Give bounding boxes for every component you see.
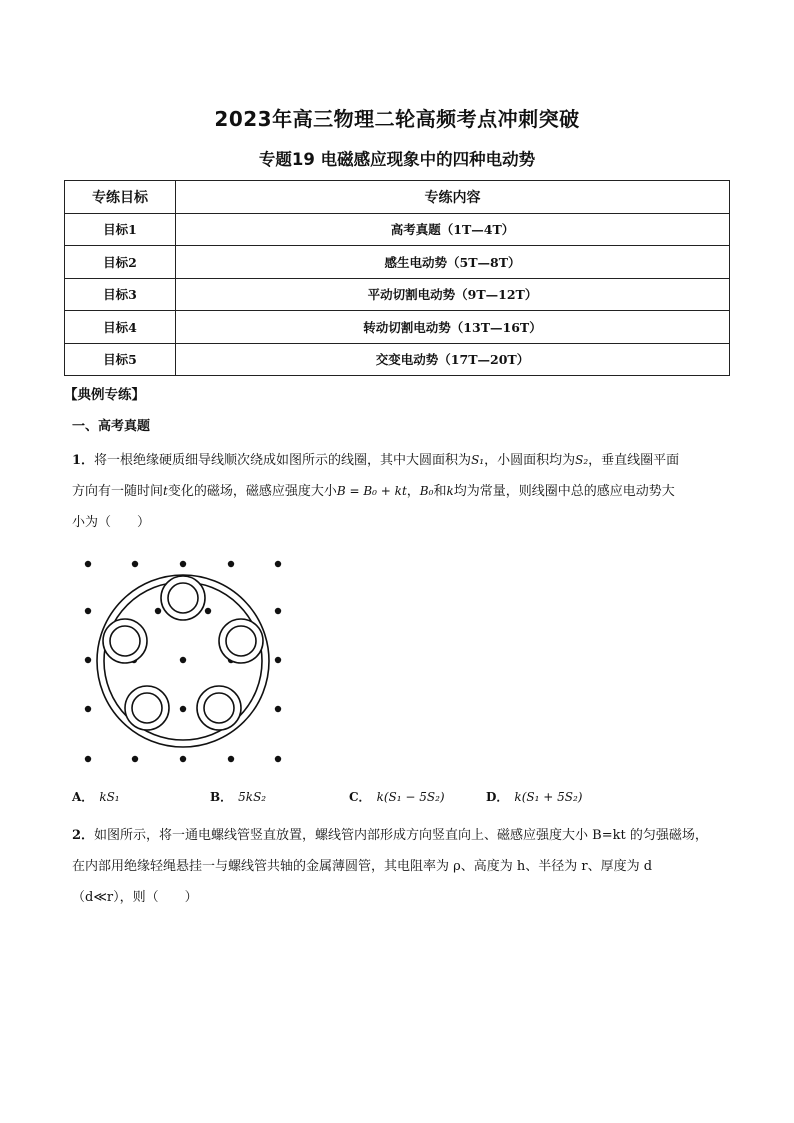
q1-text-c: ，垂直线圈平面: [588, 453, 680, 468]
q1-text-a: 将一根绝缘硬质细导线顺次绕成如图所示的线圈，其中大圆面积为: [94, 453, 472, 468]
question-1-text: [72, 445, 732, 538]
q2-line-2: 在内部用绝缘轻绳悬挂一与螺线管共轴的金属薄圆管，其电阻率为 ρ、高度为 h、半径为 r、厚度为 d: [72, 859, 653, 874]
symbol-k: k: [446, 484, 454, 498]
table-cell-goal: 目标1: [65, 213, 176, 246]
symbol-b0: B₀: [419, 484, 434, 498]
q1-text-f: ，: [406, 484, 420, 499]
q1-text-e: 变化的磁场，磁感应强度大小: [167, 484, 337, 499]
table-row: [65, 246, 730, 279]
goals-table: [64, 180, 730, 376]
option-a[interactable]: A． kS₁: [72, 790, 120, 804]
symbol-s1: S₁: [471, 453, 485, 467]
answer-options: [72, 788, 732, 810]
q2-line-1: 如图所示，将一通电螺线管竖直放置，螺线管内部形成方向竖直向上、磁感应强度大小 B=kt 的匀强磁场，: [94, 828, 708, 843]
table-row: [65, 213, 730, 246]
option-c[interactable]: C． k(S₁ − 5S₂): [349, 790, 445, 804]
table-cell-content: 平动切割电动势（9T—12T）: [176, 278, 730, 311]
section-heading: 【典例专练】: [64, 387, 145, 403]
question-number: 2．: [72, 828, 95, 843]
question-2-text: [72, 820, 732, 913]
table-header-row: [65, 181, 730, 214]
q2-line-3: （d≪r），则（ ）: [72, 890, 198, 905]
q1-text-g: 和: [433, 484, 447, 499]
page-title: 2023年高三物理二轮高频考点冲刺突破: [214, 107, 580, 131]
symbol-s2: S₂: [575, 453, 589, 467]
page-subtitle: 专题19 电磁感应现象中的四种电动势: [258, 150, 536, 169]
table-cell-goal: 目标4: [65, 311, 176, 344]
table-header-content: 专练内容: [176, 181, 730, 214]
table-row: [65, 278, 730, 311]
option-b[interactable]: B． 5kS₂: [210, 790, 267, 804]
table-cell-content: 感生电动势（5T—8T）: [176, 246, 730, 279]
table-cell-content: 交变电动势（17T—20T）: [176, 343, 730, 376]
section-subheading: 一、高考真题: [72, 419, 151, 434]
option-d[interactable]: D． k(S₁ + 5S₂): [486, 790, 583, 804]
q1-text-i: 小为（ ）: [72, 515, 151, 530]
q1-text-d: 方向有一随时间: [72, 484, 164, 499]
symbol-t: t: [163, 484, 168, 498]
table-row: [65, 311, 730, 344]
table-cell-goal: 目标5: [65, 343, 176, 376]
table-header-goal: 专练目标: [65, 181, 176, 214]
q1-text-h: 均为常量，则线圈中总的感应电动势大: [453, 484, 675, 499]
table-cell-content: 高考真题（1T—4T）: [176, 213, 730, 246]
coil-figure: [70, 548, 290, 773]
q1-text-b: ，小圆面积均为: [484, 453, 576, 468]
formula-b: B = B₀ + kt: [336, 484, 407, 498]
table-cell-goal: 目标2: [65, 246, 176, 279]
table-cell-content: 转动切割电动势（13T—16T）: [176, 311, 730, 344]
table-cell-goal: 目标3: [65, 278, 176, 311]
table-row: [65, 343, 730, 376]
question-number: 1．: [72, 453, 95, 468]
